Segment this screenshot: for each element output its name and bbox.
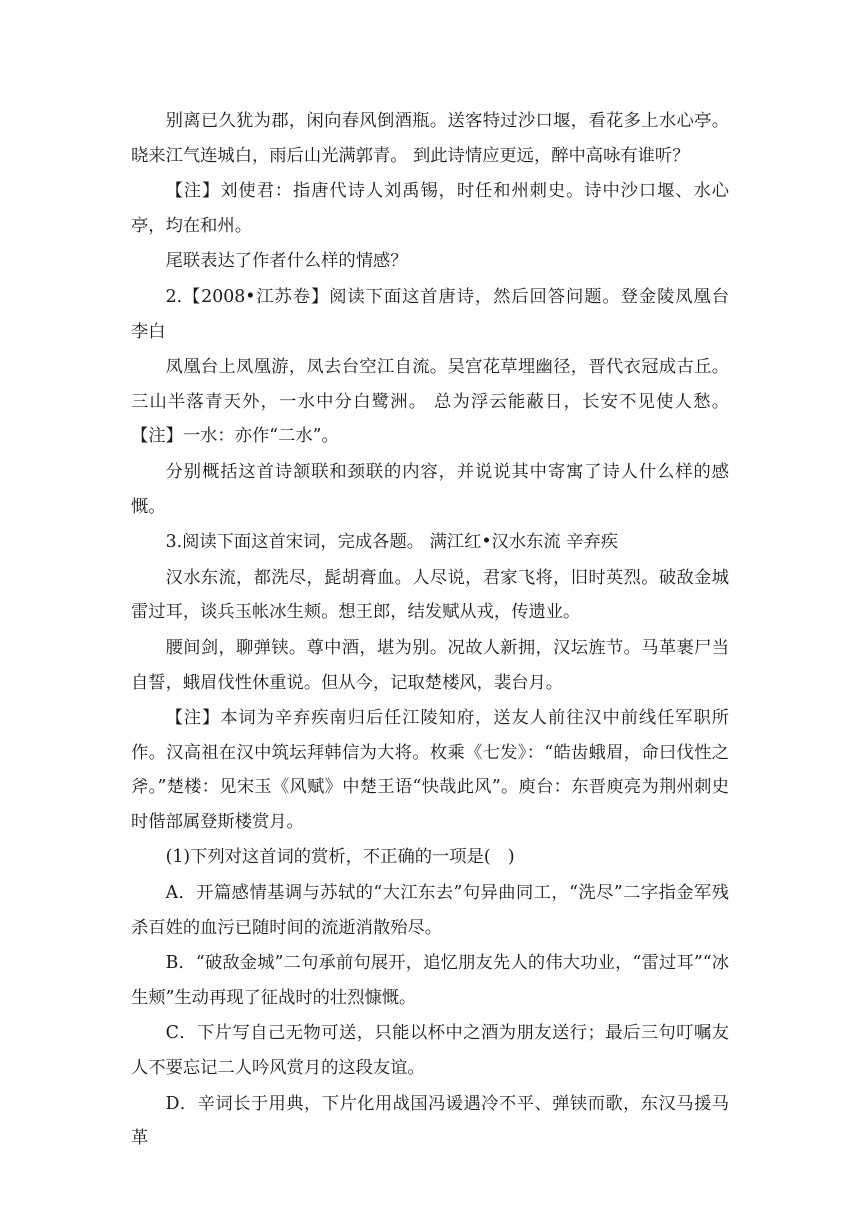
note-paragraph: 【注】本词为辛弃疾南归后任江陵知府，送友人前往汉中前线任军职所作。汉高祖在汉中筑坛拜韩信为大将。枚乘《七发》：“皓齿蛾眉，命曰伐性之斧。”楚楼：见宋玉《风赋》中楚王语“快哉此风”。庾台：东晋庾亮为荆州刺史时偕部属登斯楼赏月。 — [131, 708, 729, 832]
option-d: D．辛词长于用典，下片化用战国冯谖遇冷不平、弹铗而歌，东汉马援马革 — [131, 1093, 729, 1149]
option-c: C．下片写自己无物可送，只能以杯中之酒为朋友送行；最后三句叮嘱友人不要忘记二人吟风赏月的这段友谊。 — [131, 1023, 729, 1079]
poem-text-paragraph: 凤凰台上凤凰游，凤去台空江自流。吴宫花草埋幽径，晋代衣冠成古丘。三山半落青天外，一水中分白鹭洲。 总为浮云能蔽日，长安不见使人愁。 【注】一水：亦作“二水”。 — [131, 357, 729, 447]
question-paragraph: 尾联表达了作者什么样的情感？ — [165, 251, 408, 272]
question-paragraph: (1)下列对这首词的赏析，不正确的一项是( ) — [165, 847, 515, 868]
question-paragraph: 分别概括这首诗颔联和颈联的内容，并说说其中寄寓了诗人什么样的感慨。 — [131, 461, 729, 517]
question-heading: 2.【2008•江苏卷】阅读下面这首唐诗，然后回答问题。登金陵凤凰台 李白 — [131, 286, 764, 342]
poem-text-paragraph: 腰间剑，聊弹铗。尊中酒，堪为别。况故人新拥，汉坛旌节。马革裹尸当自誓，蛾眉伐性休重说。但从今，记取楚楼风，裴台月。 — [131, 637, 729, 693]
poem-text-paragraph: 汉水东流，都洗尽，髭胡膏血。人尽说，君家飞将，旧时英烈。破敌金城雷过耳，谈兵玉帐冰生颊。想王郎，结发赋从戎，传遗业。 — [131, 567, 729, 623]
question-heading: 3.阅读下面这首宋词，完成各题。 满江红•汉水东流 辛弃疾 — [165, 532, 619, 553]
option-a: A．开篇感情基调与苏轼的“大江东去”句异曲同工，“洗尽”二字指金军残杀百姓的血污已随时间的流逝消散殆尽。 — [131, 883, 729, 938]
document-body — [131, 104, 764, 1157]
poem-text-paragraph: 别离已久犹为郡，闲向春风倒酒瓶。送客特过沙口堰，看花多上水心亭。晓来江气连城白，雨后山光满郭青。 到此诗情应更远，醉中高咏有谁听？ — [131, 111, 729, 166]
note-paragraph: 【注】刘使君：指唐代诗人刘禹锡，时任和州刺史。诗中沙口堰、水心亭，均在和州。 — [131, 181, 729, 236]
option-b: B．“破敌金城”二句承前句展开，追忆朋友先人的伟大功业，“雷过耳”“冰生颊”生动再现了征战时的壮烈慷慨。 — [131, 953, 729, 1008]
